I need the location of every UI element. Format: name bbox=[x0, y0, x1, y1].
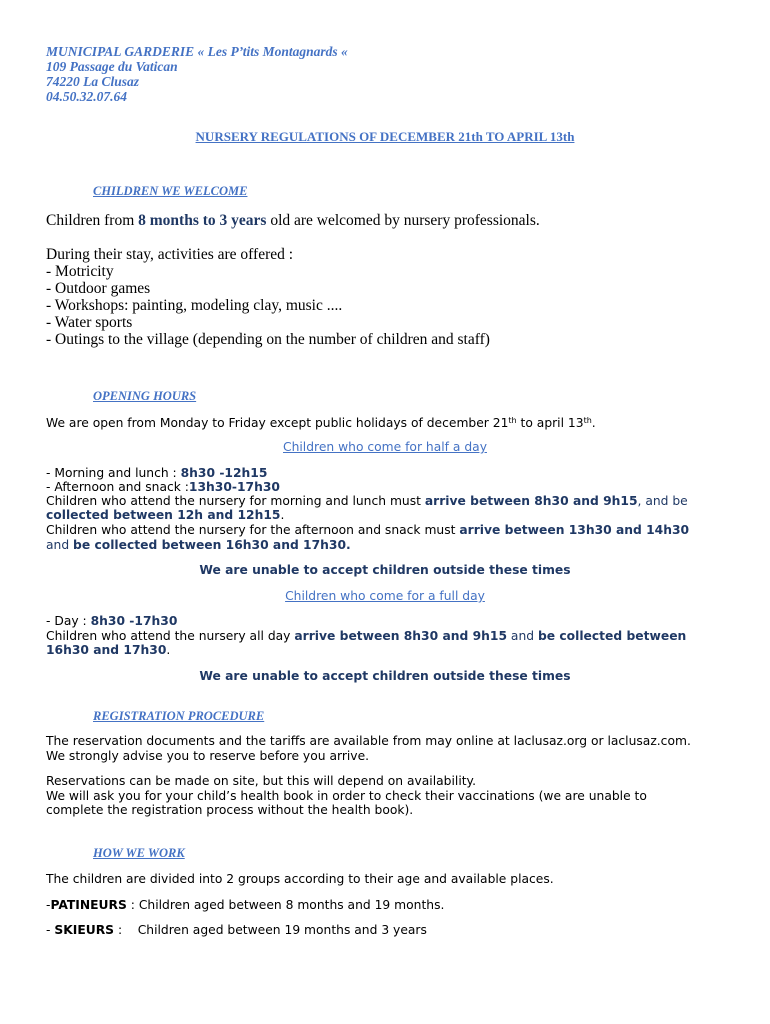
registration-p2-line1: Reservations can be made on site, but this will depend on availability. bbox=[46, 774, 476, 788]
half-day-heading: Children who come for half a day bbox=[283, 440, 487, 454]
registration-p2-line3: complete the registration process without the health book). bbox=[46, 803, 414, 817]
welcome-intro: Children from 8 months to 3 years old are welcomed by nursery professionals. bbox=[46, 212, 540, 229]
header-phone: 04.50.32.07.64 bbox=[46, 89, 127, 104]
day-rule: Children who attend the nursery all day arrive between 8h30 and 9h15 and be collected between bbox=[46, 629, 687, 643]
activities-intro: During their stay, activities are offered : bbox=[46, 246, 294, 263]
groups-intro: The children are divided into 2 groups according to their age and available places. bbox=[46, 872, 554, 886]
full-day-heading: Children who come for a full day bbox=[285, 589, 485, 603]
morning-rule: Children who attend the nursery for morning and lunch must arrive between 8h30 and 9h15, and be bbox=[46, 494, 688, 508]
header-city: 74220 La Clusaz bbox=[46, 74, 140, 89]
group-patineurs: -PATINEURS : Children aged between 8 months and 19 months. bbox=[46, 898, 445, 912]
day-rule-collect: 16h30 and 17h30. bbox=[46, 643, 171, 657]
registration-p2-line2: We will ask you for your child’s health book in order to check their vaccinations (we are unable to bbox=[46, 789, 647, 803]
group-skieurs: - SKIEURS : Children aged between 19 months and 3 years bbox=[46, 923, 427, 937]
header-name: MUNICIPAL GARDERIE « Les P’tits Montagnards « bbox=[46, 44, 348, 59]
registration-p1-line1: The reservation documents and the tariffs are available from may online at laclusaz.org or laclusaz.com. bbox=[46, 734, 691, 748]
activity-item: - Water sports bbox=[46, 314, 133, 331]
warning-full-day: We are unable to accept children outside these times bbox=[199, 669, 571, 683]
header-street: 109 Passage du Vatican bbox=[46, 59, 178, 74]
morning-schedule: - Morning and lunch : 8h30 -12h15 bbox=[46, 466, 268, 480]
warning-half-day: We are unable to accept children outside these times bbox=[199, 563, 571, 577]
page-title: NURSERY REGULATIONS OF DECEMBER 21th TO APRIL 13th bbox=[195, 129, 575, 144]
open-days: We are open from Monday to Friday except public holidays of december 21th to april 13th. bbox=[46, 416, 596, 430]
section-heading-hours: OPENING HOURS bbox=[93, 389, 197, 403]
section-heading-work: HOW WE WORK bbox=[93, 846, 185, 860]
day-schedule: - Day : 8h30 -17h30 bbox=[46, 614, 178, 628]
registration-p1-line2: We strongly advise you to reserve before you arrive. bbox=[46, 749, 370, 763]
afternoon-schedule: - Afternoon and snack :13h30-17h30 bbox=[46, 480, 280, 494]
morning-rule-collect: collected between 12h and 12h15. bbox=[46, 508, 285, 522]
activity-item: - Outdoor games bbox=[46, 280, 151, 297]
afternoon-rule-collect: and be collected between 16h30 and 17h30. bbox=[46, 538, 351, 552]
activity-item: - Workshops: painting, modeling clay, music .... bbox=[46, 297, 343, 314]
activity-item: - Outings to the village (depending on the number of children and staff) bbox=[46, 331, 490, 348]
section-heading-registration: REGISTRATION PROCEDURE bbox=[93, 709, 265, 723]
activity-item: - Motricity bbox=[46, 263, 114, 280]
section-heading-welcome: CHILDREN WE WELCOME bbox=[93, 184, 248, 198]
afternoon-rule: Children who attend the nursery for the afternoon and snack must arrive between 13h30 and 14h30 bbox=[46, 523, 690, 537]
